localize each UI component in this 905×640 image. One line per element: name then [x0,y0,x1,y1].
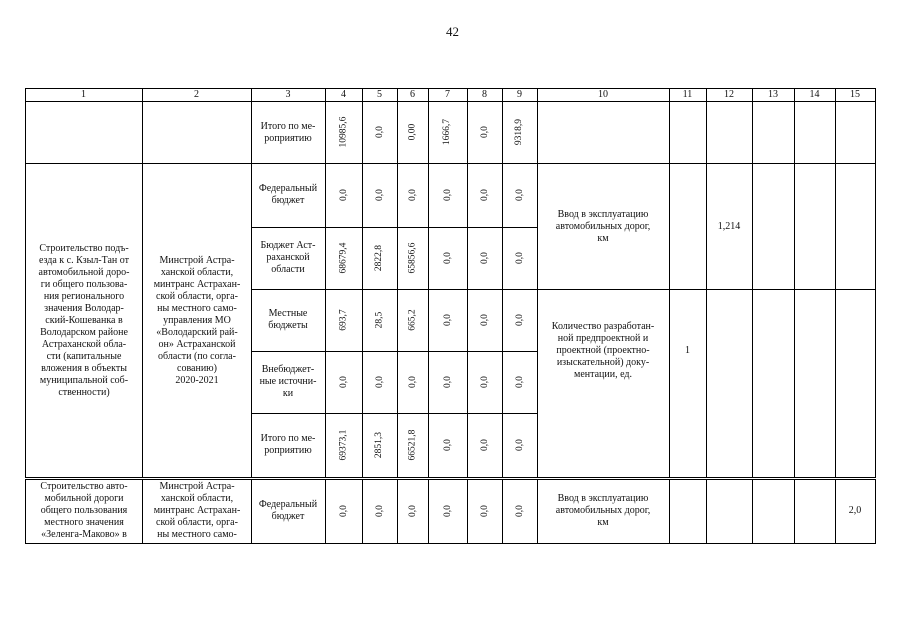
block1-source-row5: Итого по ме- роприятию [260,433,316,456]
block0-value-col4 [325,101,362,163]
header-col-4: 4 [341,88,346,100]
block0-total-label: Итого по ме- роприятию [260,121,316,144]
block2-value-col8-text: 0,0 [479,505,490,517]
block1-row5-value-col8-text: 0,0 [479,439,490,451]
grid-vline [794,479,795,544]
block0-value-col4-text: 10985,6 [338,116,349,148]
block2-value-col5-text: 0,0 [374,505,385,517]
block1-row3-value-col7 [428,289,467,351]
block1-row3-value-col7-text: 0,0 [442,314,453,326]
block1-executor: Минстрой Астра- ханской области, минтранс Астрахан- ской области, орга- ны местного само- управления МО «Володарский рай- он» Астраханской области (по согла- сованию) 2020-2021 [153,254,241,386]
block2-indicator-col15: 2,0 [848,505,862,516]
header-col-2: 2 [194,88,199,100]
grid-vline [752,479,753,544]
block1-row1-value-col4 [325,163,362,227]
block2-value-col8 [467,479,502,543]
block1-row1-value-col6 [397,163,428,227]
grid-vline [794,88,795,478]
block2-value-col6 [397,479,428,543]
block2-value-col9 [502,479,537,543]
block1-row3-value-col5-text: 28,5 [374,311,385,329]
block0-value-col8-text: 0,0 [479,126,490,138]
block1-row2-value-col7-text: 0,0 [442,252,453,264]
block1-row4-value-col9 [502,351,537,413]
block1-row4-value-col9-text: 0,0 [514,376,525,388]
block2-source: Федеральный бюджет [258,499,318,522]
block1-row3-value-col4 [325,289,362,351]
block2-value-col7 [428,479,467,543]
block1-row5-value-col5 [362,413,397,477]
block1-row5-value-col4 [325,413,362,477]
grid-vline [669,479,670,544]
block1-source-row1: Федеральный бюджет [258,183,318,206]
grid-vline [752,88,753,478]
header-col-15: 15 [850,88,860,100]
block1-row1-value-col8 [467,163,502,227]
block1-row1-value-col5-text: 0,0 [374,189,385,201]
block1-row2-value-col5 [362,227,397,289]
header-col-7: 7 [445,88,450,100]
block0-value-col6-text: 0,00 [407,123,418,141]
block1-row1-value-col7-text: 0,0 [442,189,453,201]
header-col-8: 8 [482,88,487,100]
block1-row3-value-col4-text: 693,7 [338,309,349,331]
grid-hline [25,477,876,478]
header-col-14: 14 [809,88,820,100]
grid-hline [25,543,876,544]
block1-row3-value-col9 [502,289,537,351]
block1-row2-value-col9 [502,227,537,289]
block1-row3-value-col5 [362,289,397,351]
block1-row4-value-col8 [467,351,502,413]
block1-row5-value-col7-text: 0,0 [442,439,453,451]
block1-row5-value-col9-text: 0,0 [514,439,525,451]
block1-row1-value-col6-text: 0,0 [407,189,418,201]
header-col-10: 10 [598,88,608,100]
block2-value-col7-text: 0,0 [442,505,453,517]
grid-vline [835,88,836,478]
block1-row3-value-col8-text: 0,0 [479,314,490,326]
block0-value-col9 [502,101,537,163]
block1-row5-value-col6 [397,413,428,477]
page-number: 42 [446,24,459,39]
block1-row1-value-col9 [502,163,537,227]
block1-row2-value-col6-text: 65856,6 [407,242,418,274]
block1-indicator1-text: Ввод в эксплуатацию автомобильных дорог, км [555,208,651,244]
block1-row5-value-col6-text: 66521,8 [407,429,418,461]
block2-indicator-text: Ввод в эксплуатацию автомобильных дорог, км [555,493,651,528]
grid-vline [669,88,670,478]
block2-value-col5 [362,479,397,543]
block1-row2-value-col8-text: 0,0 [479,252,490,264]
block1-row2-value-col9-text: 0,0 [514,252,525,264]
block1-row5-value-col5-text: 2851,3 [374,431,385,459]
block1-row4-value-col5-text: 0,0 [374,376,385,388]
header-col-6: 6 [410,88,415,100]
block2-measure-name: Строительство авто- мобильной дороги общего пользования местного значения «Зеленга-Маково» в [40,481,128,540]
block0-value-col7-text: 1666,7 [442,118,453,146]
block1-row2-value-col8 [467,227,502,289]
block1-source-row3: Местные бюджеты [268,308,308,331]
block1-row4-value-col7-text: 0,0 [442,376,453,388]
header-col-9: 9 [517,88,522,100]
block1-row2-value-col4 [325,227,362,289]
block1-row3-value-col8 [467,289,502,351]
block1-row2-value-col4-text: 68679,4 [338,242,349,274]
block1-row4-value-col5 [362,351,397,413]
block0-value-col7 [428,101,467,163]
block2-value-col6-text: 0,0 [407,505,418,517]
block1-row4-value-col7 [428,351,467,413]
block1-row1-value-col5 [362,163,397,227]
block1-row1-value-col7 [428,163,467,227]
block1-row1-value-col9-text: 0,0 [514,189,525,201]
block1-row1-value-col8-text: 0,0 [479,189,490,201]
block1-row3-value-col6-text: 665,2 [407,309,418,331]
block2-value-col4 [325,479,362,543]
block1-row4-value-col4-text: 0,0 [338,376,349,388]
header-col-1: 1 [81,88,86,100]
block1-row1-value-col4-text: 0,0 [338,189,349,201]
block1-measure-name: Строительство подъ- езда к с. Кзыл-Тан от автомобильной доро- ги общего пользова- ния регионального значения Володар- ский-Кошеванка в Володарском районе Астраханской обла- сти (капитальные вложения в объекты муниципальной соб- ственности) [38,242,130,398]
block1-source-row4: Внебюджет- ные источни- ки [259,364,317,399]
block1-indicator1-col12: 1,214 [717,220,741,232]
block0-value-col6 [397,101,428,163]
header-col-12: 12 [724,88,734,100]
block1-row4-value-col6 [397,351,428,413]
block2-value-col4-text: 0,0 [338,505,349,517]
block2-executor: Минстрой Астра- ханской области, минтранс Астрахан- ской области, орга- ны местного само- [153,481,241,540]
block1-row4-value-col6-text: 0,0 [407,376,418,388]
block0-value-col9-text: 9318,9 [514,118,525,146]
header-col-11: 11 [682,88,693,100]
block2-value-col9-text: 0,0 [514,505,525,517]
block1-row3-value-col9-text: 0,0 [514,314,525,326]
block1-row5-value-col9 [502,413,537,477]
block1-row4-value-col4 [325,351,362,413]
block1-indicator2-text: Количество разработан- ной предпроектной и проектной (проектно- изыскательной) доку- ментации, ед. [551,321,655,380]
block1-row5-value-col7 [428,413,467,477]
grid-vline [875,88,876,478]
block1-source-row2: Бюджет Аст- раханской области [260,240,316,275]
block1-row2-value-col7 [428,227,467,289]
block1-row2-value-col5-text: 2822,8 [374,244,385,272]
block0-value-col5 [362,101,397,163]
block1-row2-value-col6 [397,227,428,289]
header-col-13: 13 [768,88,778,100]
block1-indicator2-col11: 1 [685,345,690,356]
block1-row3-value-col6 [397,289,428,351]
block1-row5-value-col4-text: 69373,1 [338,429,349,461]
block1-row4-value-col8-text: 0,0 [479,376,490,388]
block1-row5-value-col8 [467,413,502,477]
block0-value-col8 [467,101,502,163]
grid-vline [706,479,707,544]
grid-vline [875,479,876,544]
block0-value-col5-text: 0,0 [374,126,385,138]
header-col-3: 3 [285,88,291,100]
header-col-5: 5 [377,88,382,100]
